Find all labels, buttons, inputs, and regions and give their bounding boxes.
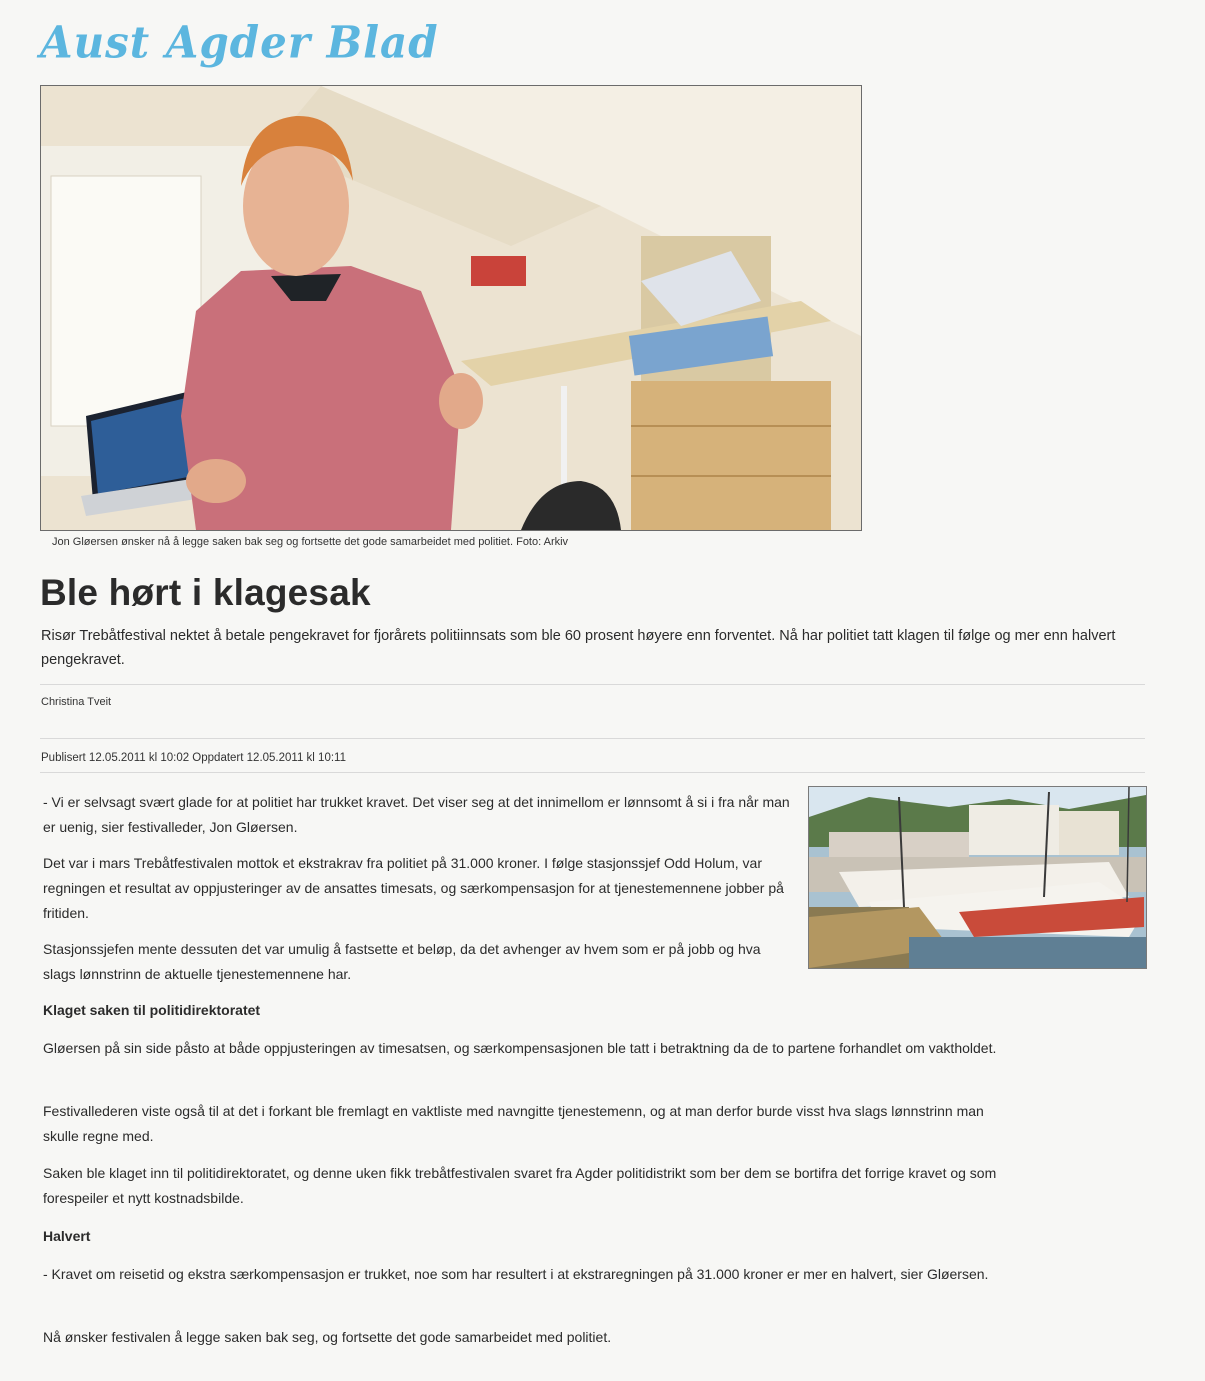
newspaper-logo: Aust Agder Blad xyxy=(40,16,439,69)
article-lead: Risør Trebåtfestival nektet å betale pengekravet for fjorårets politiinnsats som ble 60 prosent høyere enn forventet. Nå har politiet tatt klagen til følge og mer enn halvert pengekravet. xyxy=(41,628,1116,668)
paragraph: Det var i mars Trebåtfestivalen mottok et ekstrakrav fra politiet på 31.000 kroner. I følge stasjonssjef Odd Holum, var regningen et resultat av oppjusteringer av de ansattes timesats, og særkompensasjon for at tjenestemennene jobber på fritiden. xyxy=(43,855,784,921)
hero-caption: Jon Gløersen ønsker nå å legge saken bak seg og fortsette det gode samarbeidet med politiet. Foto: Arkiv xyxy=(52,536,569,548)
divider xyxy=(40,772,1145,773)
byline: Christina Tveit xyxy=(41,696,112,708)
publish-dates: Publisert 12.05.2011 kl 10:02 Oppdatert 12.05.2011 kl 10:11 xyxy=(41,752,346,764)
divider xyxy=(40,738,1145,739)
hero-photo xyxy=(40,85,862,531)
side-photo xyxy=(808,786,1147,969)
paragraph: Saken ble klaget inn til politidirektoratet, og denne uken fikk trebåtfestivalen svaret fra Agder politidistrikt som ber dem se bortifra det forrige kravet og som forespeiler et nytt kostnadsbilde. xyxy=(43,1165,997,1206)
paragraph: Stasjonssjefen mente dessuten det var umulig å fastsette et beløp, da det avhenger av hvem som er på jobb og hva slags lønnstrinn de aktuelle tjenestemennene har. xyxy=(43,941,761,982)
paragraph: - Vi er selvsagt svært glade for at politiet har trukket kravet. Det viser seg at det innimellom er lønnsomt å si i fra når man er uenig, sier festivalleder, Jon Gløersen. xyxy=(43,794,790,835)
divider xyxy=(40,684,1145,685)
paragraph: Festivallederen viste også til at det i forkant ble fremlagt en vaktliste med navngitte tjenestemenn, og at man derfor burde visst hva slags lønnstrinn man skulle regne med. xyxy=(43,1103,984,1144)
paragraph: Nå ønsker festivalen å legge saken bak seg, og fortsette det gode samarbeidet med politiet. xyxy=(43,1329,612,1345)
paragraph: - Kravet om reisetid og ekstra særkompensasjon er trukket, noe som har resultert i at ekstraregningen på 31.000 kroner er mer en halvert, sier Gløersen. xyxy=(43,1266,989,1282)
subheading: Halvert xyxy=(43,1228,91,1244)
article-headline: Ble hørt i klagesak xyxy=(40,572,371,613)
subheading: Klaget saken til politidirektoratet xyxy=(43,1002,261,1018)
paragraph: Gløersen på sin side påsto at både oppjusteringen av timesatsen, og særkompensasjonen ble tatt i betraktning da de to partene forhandlet om vaktholdet. xyxy=(43,1040,997,1056)
